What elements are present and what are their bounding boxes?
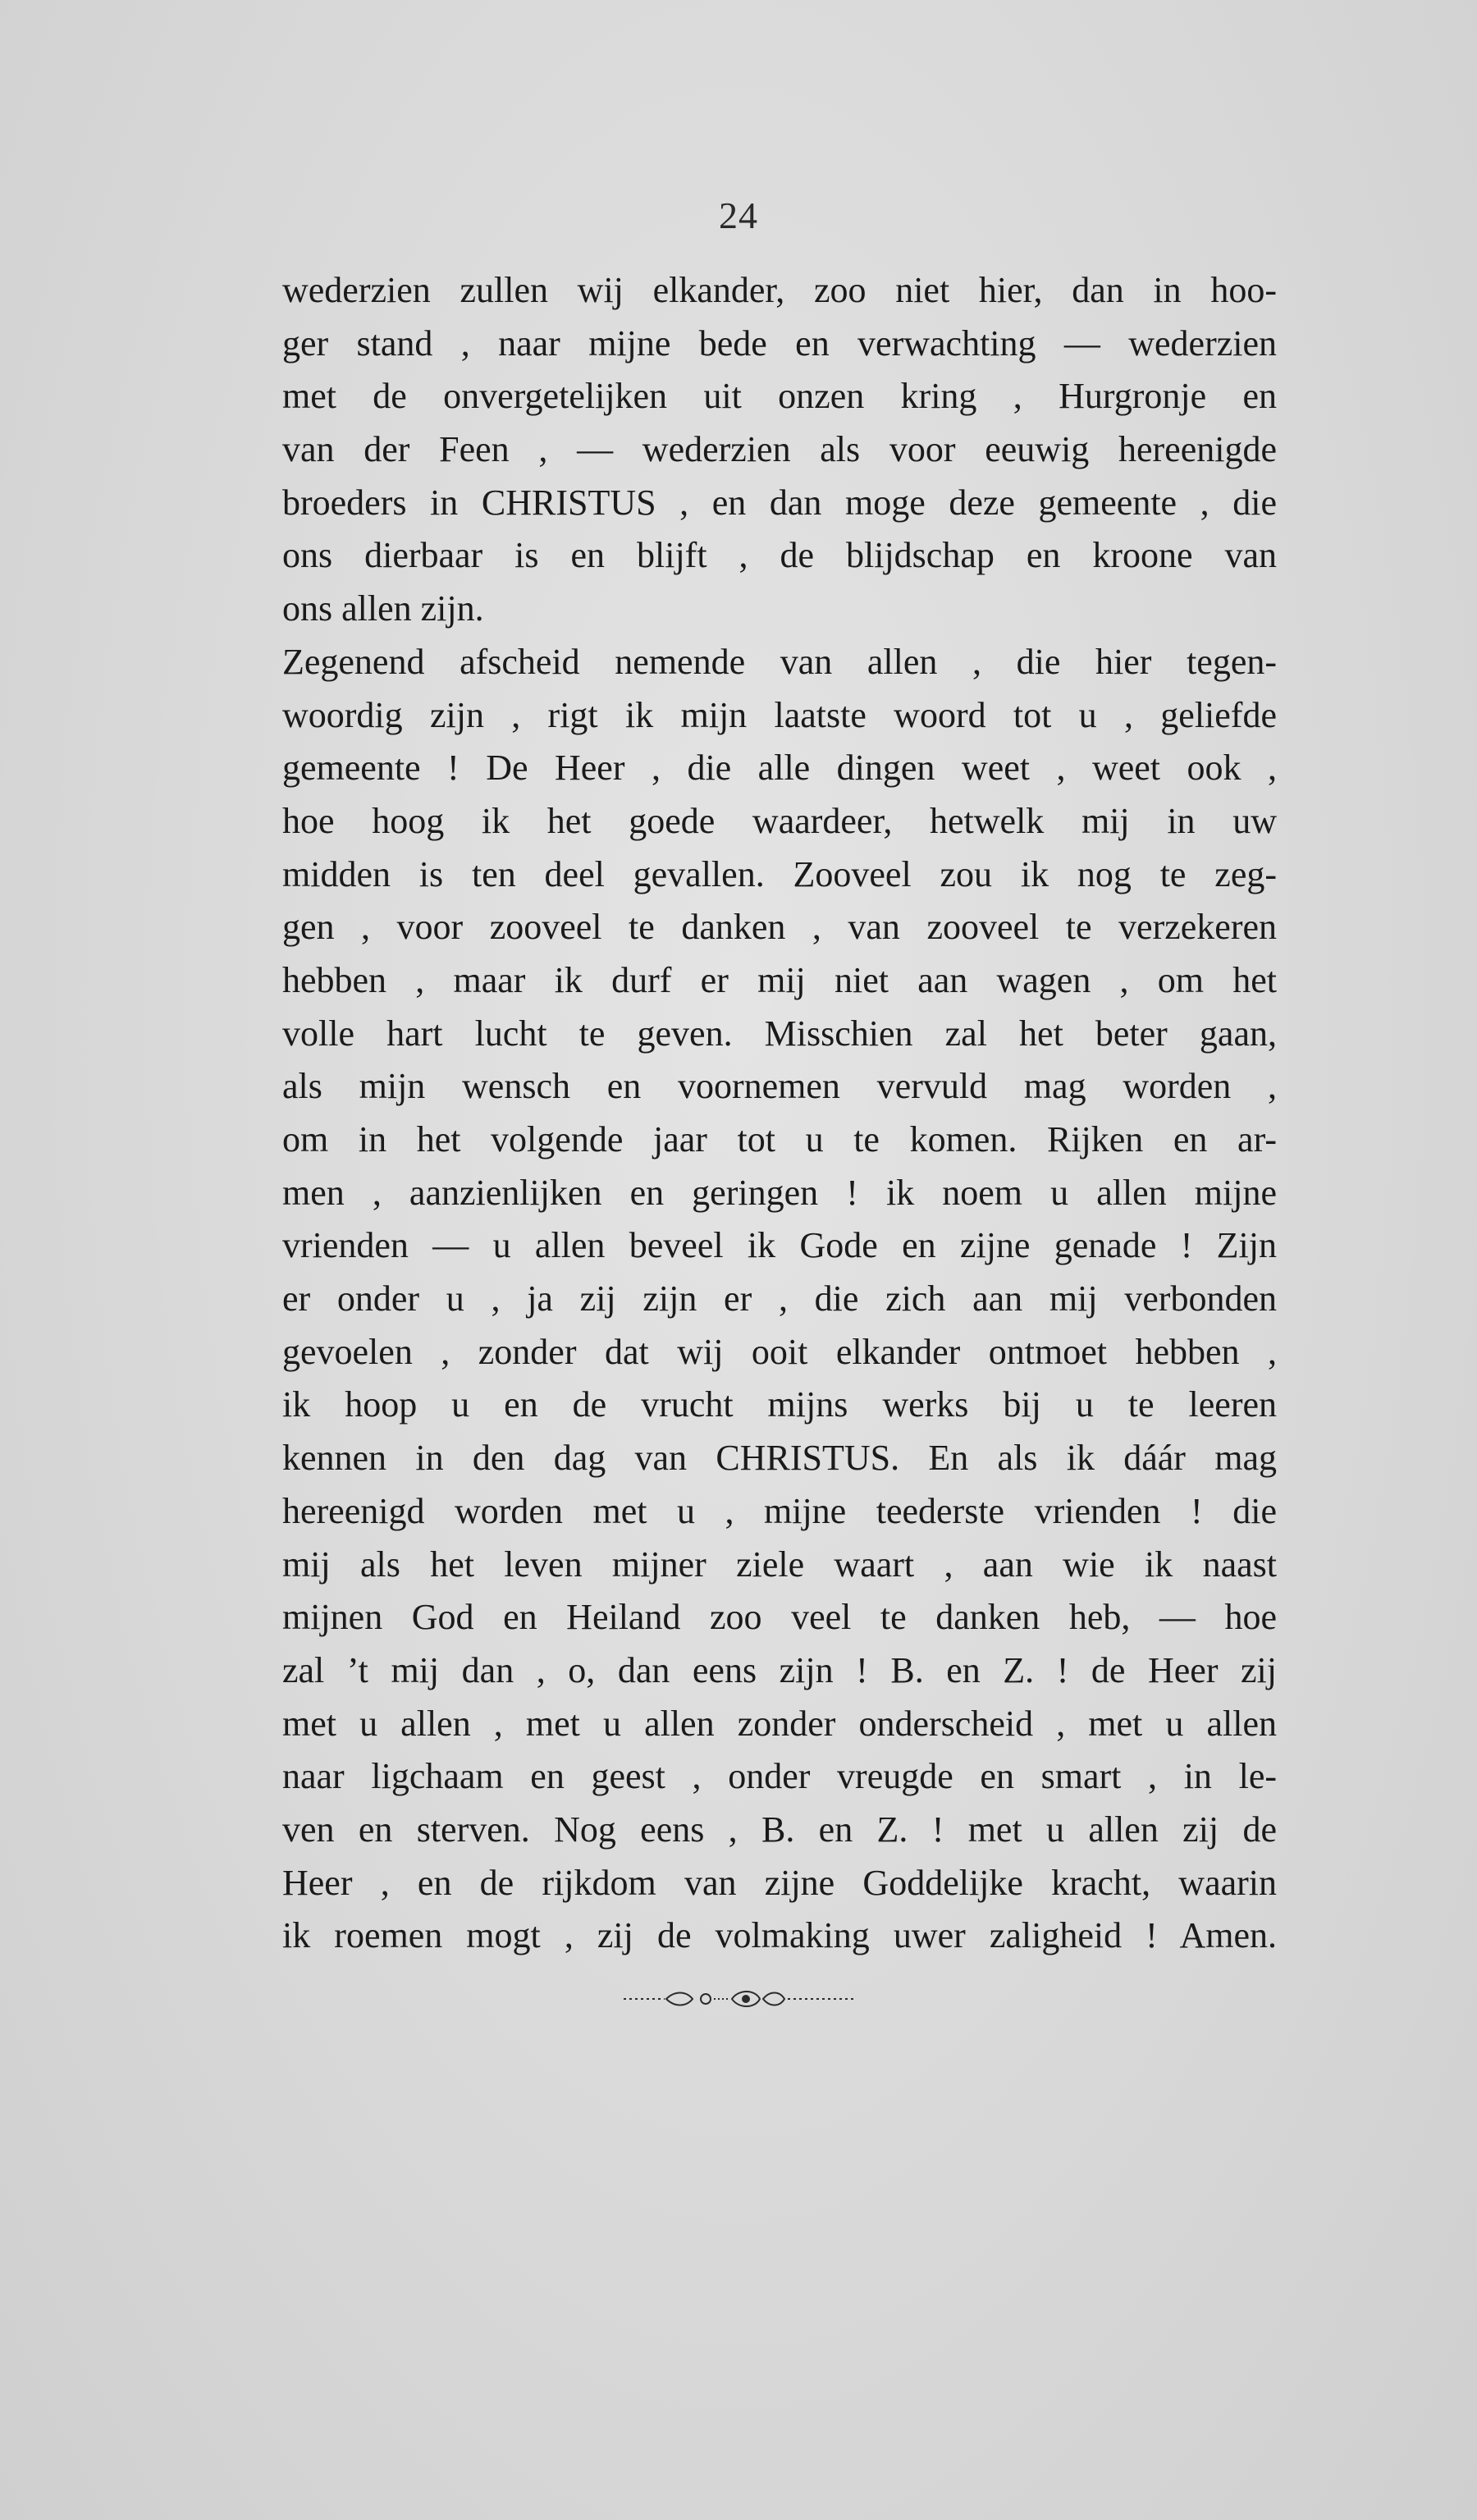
text-line: ger stand , naar mijne bede en verwachting — wederzien bbox=[282, 322, 1277, 364]
text-line: broeders in CHRISTUS , en dan moge deze gemeente , die bbox=[282, 482, 1277, 523]
text-line: Heer , en de rijkdom van zijne Goddelijke kracht, waarin bbox=[282, 1862, 1277, 1903]
body-text bbox=[282, 264, 1277, 1963]
text-line: om in het volgende jaar tot u te komen. Rijken en ar- bbox=[282, 1119, 1277, 1159]
text-line: midden is ten deel gevallen. Zooveel zou ik nog te zeg- bbox=[282, 853, 1277, 894]
text-line: volle hart lucht te geven. Misschien zal het beter gaan, bbox=[282, 1013, 1277, 1054]
text-line: woordig zijn , rigt ik mijn laatste woord tot u , geliefde bbox=[282, 694, 1277, 735]
text-line: gevoelen , zonder dat wij ooit elkander ontmoet hebben , bbox=[282, 1331, 1277, 1372]
text-line: ik hoop u en de vrucht mijns werks bij u te leeren bbox=[282, 1384, 1277, 1425]
text-line: zal ’t mij dan , o, dan eens zijn ! B. en Z. ! de Heer zij bbox=[282, 1649, 1277, 1690]
text-line: gemeente ! De Heer , die alle dingen weet , weet ook , bbox=[282, 748, 1277, 789]
text-line: ons dierbaar is en blijft , de blijdschap en kroone van bbox=[282, 535, 1277, 576]
text-line: met de onvergetelijken uit onzen kring , Hurgronje en bbox=[282, 376, 1277, 417]
text-line: naar ligchaam en geest , onder vreugde en smart , in le- bbox=[282, 1756, 1277, 1797]
text-line: Zegenend afscheid nemende van allen , die hier tegen- bbox=[282, 641, 1277, 682]
page-number: 24 bbox=[719, 194, 758, 236]
text-line: als mijn wensch en voornemen vervuld mag worden , bbox=[282, 1066, 1277, 1107]
text-line: ik roemen mogt , zij de volmaking uwer zaligheid ! Amen. bbox=[282, 1915, 1277, 1956]
text-line: ven en sterven. Nog eens , B. en Z. ! met u allen zij de bbox=[282, 1809, 1277, 1850]
text-line: mij als het leven mijner ziele waart , aan wie ik naast bbox=[282, 1544, 1277, 1585]
text-line: men , aanzienlijken en geringen ! ik noem u allen mijne bbox=[282, 1172, 1277, 1213]
ornament-graphic bbox=[615, 1986, 862, 2010]
text-line: er onder u , ja zij zijn er , die zich aan mij verbonden bbox=[282, 1278, 1277, 1319]
text-line: hoe hoog ik het goede waardeer, hetwelk mij in uw bbox=[282, 800, 1277, 841]
text-line: mijnen God en Heiland zoo veel te danken heb, — hoe bbox=[282, 1597, 1277, 1638]
text-line: wederzien zullen wij elkander, zoo niet hier, dan in hoo- bbox=[282, 270, 1277, 310]
text-line: kennen in den dag van CHRISTUS. En als ik dáár mag bbox=[282, 1438, 1277, 1479]
text-line: vrienden — u allen beveel ik Gode en zijne genade ! Zijn bbox=[282, 1225, 1277, 1266]
text-line: van der Feen , — wederzien als voor eeuwig hereenigde bbox=[282, 429, 1277, 470]
text-line: hereenigd worden met u , mijne teederste vrienden ! die bbox=[282, 1490, 1277, 1531]
tailpiece-ornament-icon bbox=[0, 1986, 1477, 2010]
text-line: met u allen , met u allen zonder onderscheid , met u allen bbox=[282, 1703, 1277, 1744]
text-line: hebben , maar ik durf er mij niet aan wagen , om het bbox=[282, 959, 1277, 1000]
text-line: ons allen zijn. bbox=[282, 588, 484, 629]
text-line: gen , voor zooveel te danken , van zooveel te verzekeren bbox=[282, 907, 1277, 948]
